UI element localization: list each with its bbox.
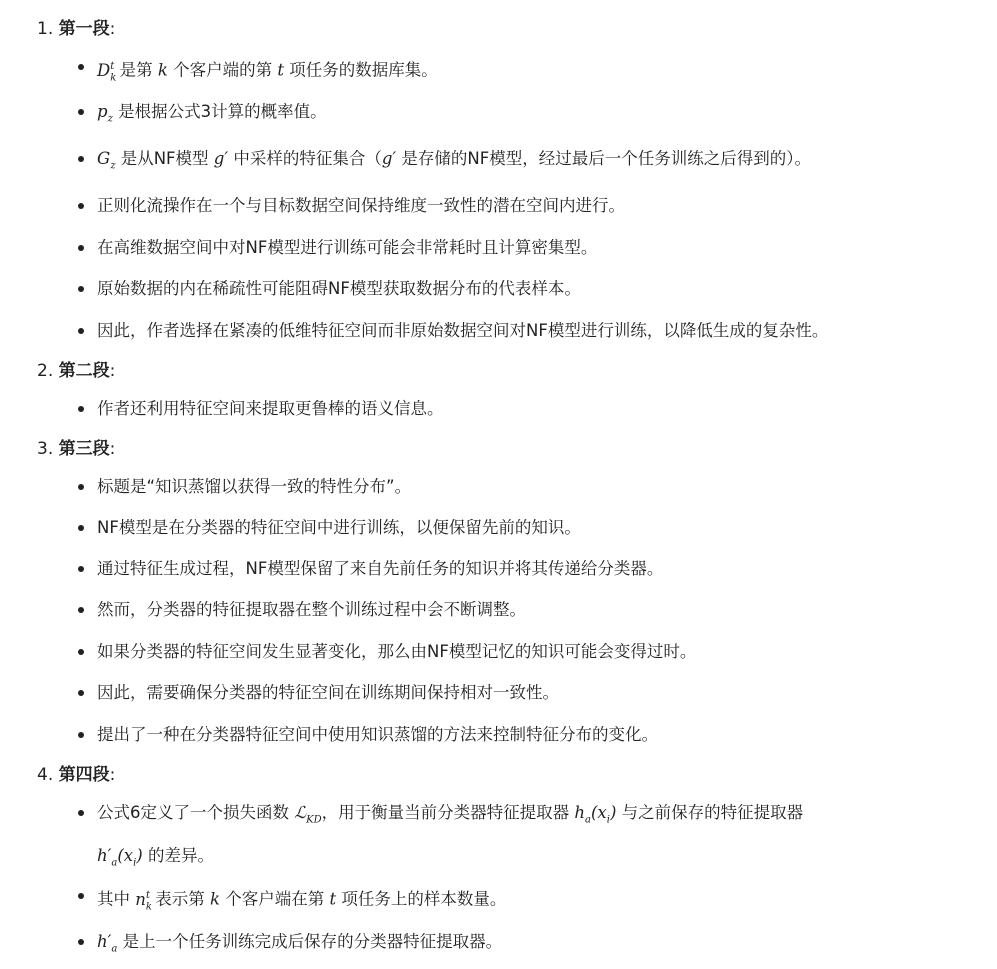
bullet-icon — [78, 525, 84, 531]
bullet-icon — [78, 64, 84, 70]
bullet-icon — [78, 690, 84, 696]
section-4-heading — [37, 764, 115, 786]
list-item-continuation: $h'_a(x_i)$ 的差异。 — [97, 846, 214, 869]
section-2-heading — [37, 360, 115, 382]
section-title: 第三段 — [58, 439, 110, 459]
math-symbol: $h'_a(x_i)$ — [97, 846, 143, 869]
bullet-icon — [78, 328, 84, 334]
bullet-icon — [78, 203, 84, 209]
bullet-icon — [78, 732, 84, 738]
math-symbol: $n_k^t$ — [135, 889, 152, 912]
section-title: 第二段 — [58, 361, 110, 381]
bullet-icon — [78, 607, 84, 613]
bullet-icon — [78, 109, 84, 115]
math-symbol: $G_z$ — [97, 149, 116, 172]
section-colon: : — [109, 19, 116, 39]
math-symbol: $h_a(x_i)$ — [574, 803, 617, 826]
bullet-icon — [78, 406, 84, 412]
section-number: 2. — [37, 361, 54, 381]
bullet-icon — [78, 286, 84, 292]
bullet-icon — [78, 245, 84, 251]
math-symbol: $D_k^t$ — [97, 60, 117, 83]
bullet-icon — [78, 484, 84, 490]
math-symbol: $p_z$ — [97, 102, 113, 125]
bullet-icon — [78, 649, 84, 655]
bullet-icon — [78, 810, 84, 816]
bullet-icon — [78, 939, 84, 945]
section-title: 第一段 — [58, 19, 110, 39]
bullet-icon — [78, 156, 84, 162]
bullet-icon — [78, 893, 84, 899]
section-title: 第四段 — [58, 765, 110, 785]
section-number: 4. — [37, 765, 54, 785]
section-1-heading — [37, 18, 115, 40]
section-number: 3. — [37, 439, 54, 459]
section-3-heading — [37, 438, 115, 460]
bullet-icon — [78, 566, 84, 572]
math-symbol: ℒ$_{KD}$ — [294, 803, 322, 826]
section-number: 1. — [37, 19, 54, 39]
math-symbol: $h'_a$ — [97, 932, 118, 955]
section-colon: : — [109, 439, 116, 459]
section-colon: : — [109, 765, 116, 785]
section-colon: : — [109, 361, 116, 381]
